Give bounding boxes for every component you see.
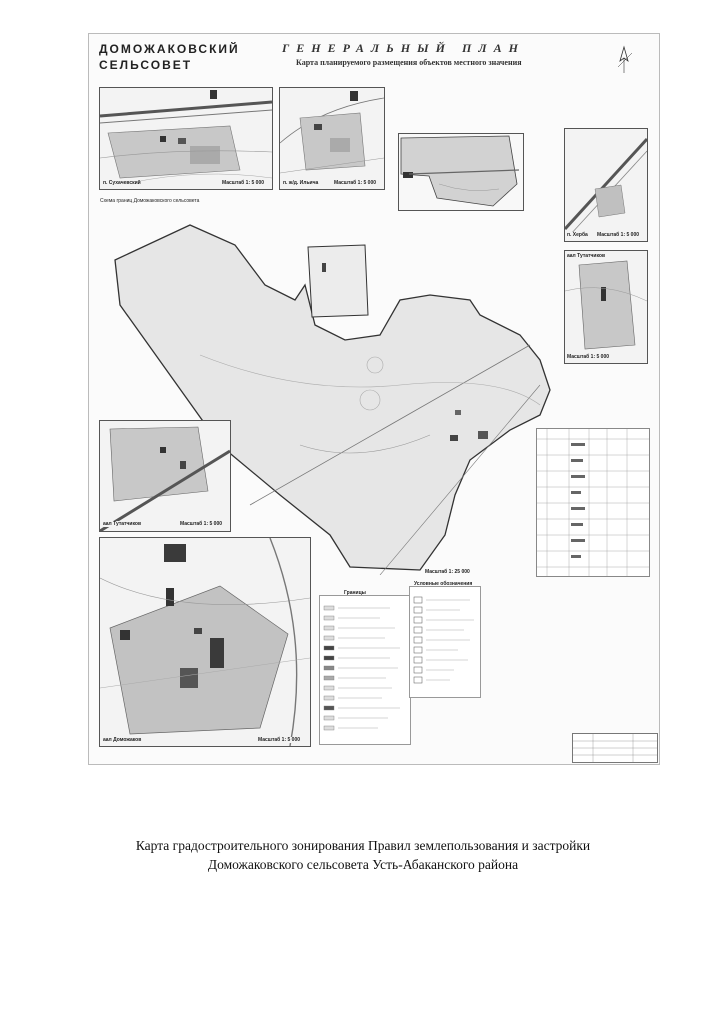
inset-label: п. Сухачевский <box>103 180 141 186</box>
objects-table <box>536 428 650 577</box>
legend-left-title: Границы <box>344 590 366 596</box>
main-map-scale: Масштаб 1: 25 000 <box>425 569 470 575</box>
inset-map-tutatchikov-right <box>564 250 648 364</box>
inset-scale: Масштаб 1: 5 000 <box>180 521 223 527</box>
inset-scale: Масштаб 1: 5 000 <box>597 232 640 238</box>
inset-map-domozhakov <box>99 537 311 747</box>
north-arrow-icon <box>614 45 636 75</box>
inset-label: п. ж/д. Ильича <box>283 180 319 186</box>
caption-line-2: Доможаковского сельсовета Усть-Абаканского района <box>207 857 519 872</box>
org-line-1: ДОМОЖАКОВСКИЙ <box>99 42 240 56</box>
inset-label: п. Херба <box>567 232 588 238</box>
map-subtitle: Карта планируемого размещения объектов местного значения <box>296 58 522 67</box>
plan-title: ГЕНЕРАЛЬНЫЙ ПЛАН <box>282 41 525 55</box>
caption-line-1: Карта градостроительного зонирования Правил землепользования и застройки <box>135 838 591 853</box>
inset-map-tutatchikov-left <box>99 420 231 532</box>
inset-label: аал Тутатчиков <box>567 253 606 259</box>
inset-scale: Масштаб 1: 5 000 <box>222 180 265 186</box>
main-map-title: Схема границ Доможаковского сельсовета <box>100 198 200 204</box>
inset-map-ilyicha <box>279 87 385 190</box>
inset-map-sukhachevsky <box>99 87 273 190</box>
organization-title <box>99 41 240 73</box>
inset-scale: Масштаб 1: 5 000 <box>334 180 377 186</box>
inset-label: аал Тутатчиков <box>103 521 142 527</box>
legend-symbols <box>409 586 481 698</box>
inset-scale: Масштаб 1: 5 000 <box>258 737 301 743</box>
document-caption <box>0 836 726 874</box>
inset-map-kherba <box>564 128 648 242</box>
inset-map-small-settlement <box>398 133 524 211</box>
legend-right-title: Условные обозначения <box>414 581 473 587</box>
inset-label: аал Доможаков <box>103 737 142 743</box>
title-block-stamp <box>572 733 658 763</box>
inset-scale: Масштаб 1: 5 000 <box>567 354 610 360</box>
legend-boundaries <box>319 595 411 745</box>
org-line-2: СЕЛЬСОВЕТ <box>99 58 193 72</box>
